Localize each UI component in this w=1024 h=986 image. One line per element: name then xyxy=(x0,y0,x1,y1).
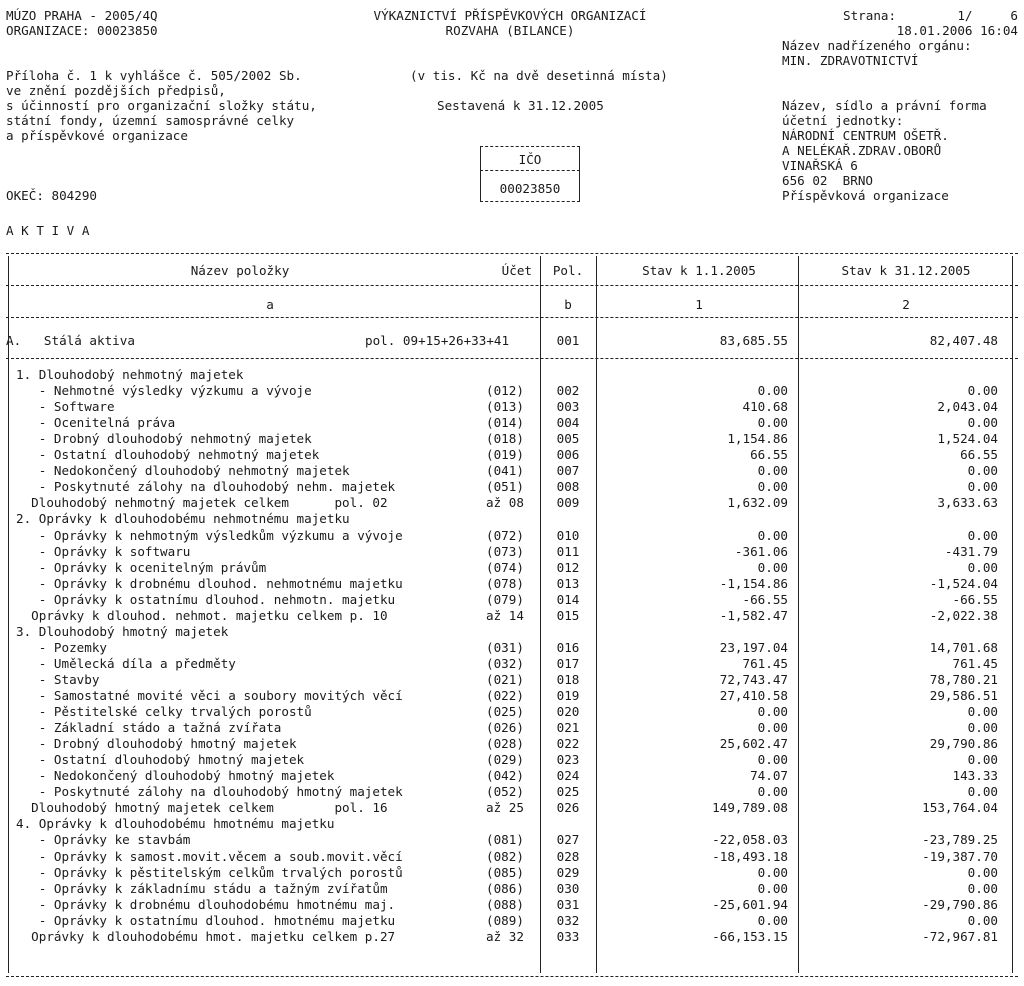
cell-value-2: 143.33 xyxy=(952,768,998,784)
report-id: MÚZO PRAHA - 2005/4Q xyxy=(6,8,158,23)
entity-line: Název, sídlo a právní forma xyxy=(782,98,987,113)
cell-pol: 009 xyxy=(556,495,580,511)
cell-value-1: 0.00 xyxy=(757,527,788,543)
cell-account: (018) xyxy=(486,431,524,447)
cell-value-2: 2,043.04 xyxy=(937,399,998,415)
organization-id: ORGANIZACE: 00023850 xyxy=(6,23,158,38)
table-subheader-row xyxy=(0,297,1024,313)
cell-value-1: 0.00 xyxy=(757,479,788,495)
cell-value-2: 0.00 xyxy=(967,720,998,736)
cell-account: (042) xyxy=(486,768,524,784)
cell-pol: 012 xyxy=(556,559,580,575)
cell-account: (082) xyxy=(486,848,524,864)
cell-value-2: 3,633.63 xyxy=(937,495,998,511)
ico-label: IČO xyxy=(518,152,542,167)
cell-name: - Oprávky k ostatnímu dlouhod. hmotnému majetku xyxy=(16,912,396,928)
column-separator xyxy=(8,256,9,973)
page-number: 1/ 6 xyxy=(957,8,1018,23)
total-row xyxy=(0,333,1024,349)
print-datetime: 18.01.2006 16:04 xyxy=(896,23,1018,38)
cell-pol: 026 xyxy=(556,800,580,816)
cell-account: až 14 xyxy=(486,607,524,623)
ministry-label: Název nadřízeného orgánu: xyxy=(782,38,972,53)
cell-value-1: -25,601.94 xyxy=(712,896,788,912)
table-row xyxy=(0,399,1024,415)
table-row xyxy=(0,913,1024,929)
table-row xyxy=(0,463,1024,479)
cell-value-1: 1,154.86 xyxy=(727,431,788,447)
cell-account: až 25 xyxy=(486,800,524,816)
cell-name: - Oprávky k nehmotným výsledkům výzkumu a vývoje xyxy=(16,527,403,543)
col-sub-name: a xyxy=(266,297,274,312)
col-header-account: Účet xyxy=(501,263,532,278)
cell-account: (029) xyxy=(486,752,524,768)
cell-pol: 016 xyxy=(556,639,580,655)
table-row xyxy=(0,720,1024,736)
cell-account: (078) xyxy=(486,575,524,591)
cell-pol: 018 xyxy=(556,671,580,687)
cell-account: (089) xyxy=(486,912,524,928)
cell-name: Oprávky k dlouhodobému hmot. majetku celkem p.27 xyxy=(16,928,396,944)
cell-pol: 031 xyxy=(556,896,580,912)
annex-line: ve znění pozdějších předpisů, xyxy=(6,83,226,98)
cell-account: (081) xyxy=(486,832,524,848)
cell-value-2: -19,387.70 xyxy=(922,848,998,864)
cell-name: Dlouhodobý nehmotný majetek celkem pol. 02 xyxy=(16,495,388,511)
cell-value-2: 0.00 xyxy=(967,864,998,880)
table-row xyxy=(0,704,1024,720)
cell-name: - Ostatní dlouhodobý nehmotný majetek xyxy=(16,447,320,463)
cell-value-1: -22,058.03 xyxy=(712,832,788,848)
cell-value-1: 410.68 xyxy=(742,399,788,415)
cell-value-2: -2,022.38 xyxy=(929,607,998,623)
col-header-pol: Pol. xyxy=(552,263,584,278)
cell-value-1: 0.00 xyxy=(757,559,788,575)
cell-value-1: 72,743.47 xyxy=(719,671,788,687)
section-title: A K T I V A xyxy=(6,223,90,238)
table-row xyxy=(0,560,1024,576)
table-row xyxy=(0,528,1024,544)
cell-account: (085) xyxy=(486,864,524,880)
cell-value-1: 761.45 xyxy=(742,655,788,671)
cell-account: (022) xyxy=(486,688,524,703)
cell-pol: 013 xyxy=(556,575,580,591)
cell-value-1: -1,582.47 xyxy=(719,607,788,623)
cell-pol: 008 xyxy=(556,479,580,495)
cell-account: (013) xyxy=(486,399,524,415)
cell-name: - Stavby xyxy=(16,671,100,687)
ministry-value: MIN. ZDRAVOTNICTVÍ xyxy=(782,53,919,68)
table-row xyxy=(0,849,1024,865)
table-row xyxy=(0,511,1024,527)
cell-pol: 019 xyxy=(556,688,580,703)
total-row-pol: 001 xyxy=(556,333,580,348)
table-row xyxy=(0,576,1024,592)
table-row xyxy=(0,495,1024,511)
cell-account: (028) xyxy=(486,736,524,752)
cell-value-2: 153,764.04 xyxy=(922,800,998,816)
table-row xyxy=(0,544,1024,560)
cell-pol: 002 xyxy=(556,383,580,399)
table-row xyxy=(0,624,1024,640)
cell-pol: 028 xyxy=(556,848,580,864)
cell-value-2: -431.79 xyxy=(944,543,998,559)
cell-name: - Umělecká díla a předměty xyxy=(16,655,236,671)
cell-value-2: 0.00 xyxy=(967,912,998,928)
cell-name: - Oprávky k základnímu stádu a tažným zvířatům xyxy=(16,880,388,896)
cell-account: (025) xyxy=(486,704,524,720)
cell-name: - Oprávky k ocenitelným právům xyxy=(16,559,267,575)
cell-value-2: 1,524.04 xyxy=(937,431,998,447)
table-row xyxy=(0,800,1024,816)
cell-value-2: 14,701.68 xyxy=(929,639,998,655)
annex-line: Příloha č. 1 k vyhlášce č. 505/2002 Sb. xyxy=(6,68,302,83)
cell-name: - Nedokončený dlouhodobý hmotný majetek xyxy=(16,768,335,784)
cell-pol: 024 xyxy=(556,768,580,784)
cell-value-1: 0.00 xyxy=(757,720,788,736)
annex-line: státní fondy, územní samosprávné celky xyxy=(6,113,295,128)
col-header-name: Název položky xyxy=(190,263,290,278)
cell-pol: 023 xyxy=(556,752,580,768)
cell-name: - Oprávky k ostatnímu dlouhod. nehmotn. majetku xyxy=(16,591,396,607)
cell-account: (031) xyxy=(486,639,524,655)
table-row xyxy=(0,688,1024,704)
cell-pol: 020 xyxy=(556,704,580,720)
cell-account: (088) xyxy=(486,896,524,912)
total-row-v1: 83,685.55 xyxy=(719,333,788,348)
cell-value-2: -29,790.86 xyxy=(922,896,998,912)
annex-line: a příspěvkové organizace xyxy=(6,128,188,143)
cell-value-1: 0.00 xyxy=(757,383,788,399)
entity-line: A NELÉKAŘ.ZDRAV.OBORŮ xyxy=(782,143,942,158)
table-row xyxy=(0,752,1024,768)
cell-value-1: -18,493.18 xyxy=(712,848,788,864)
okec-code: OKEČ: 804290 xyxy=(6,188,97,203)
column-separator xyxy=(1012,256,1013,973)
table-row xyxy=(0,865,1024,881)
cell-value-1: 0.00 xyxy=(757,784,788,800)
table-row xyxy=(0,672,1024,688)
cell-value-1: 0.00 xyxy=(757,912,788,928)
total-row-name: A. Stálá aktiva xyxy=(6,333,135,348)
cell-pol: 011 xyxy=(556,543,580,559)
cell-account: (072) xyxy=(486,527,524,543)
annex-line: s účinností pro organizační složky státu, xyxy=(6,98,317,113)
cell-account: (051) xyxy=(486,479,524,495)
table-row xyxy=(0,881,1024,897)
cell-name: - Software xyxy=(16,399,115,415)
cell-value-2: 78,780.21 xyxy=(929,671,998,687)
cell-pol: 007 xyxy=(556,463,580,479)
cell-account: až 32 xyxy=(486,928,524,944)
table-row xyxy=(0,656,1024,672)
cell-pol: 004 xyxy=(556,415,580,431)
cell-name: - Ostatní dlouhodobý hmotný majetek xyxy=(16,752,305,768)
table-row xyxy=(0,832,1024,848)
cell-pol: 010 xyxy=(556,527,580,543)
cell-name: - Oprávky k drobnému dlouhod. nehmotnému majetku xyxy=(16,575,403,591)
report-subtitle: ROZVAHA (BILANCE) xyxy=(445,23,575,38)
cell-value-2: 0.00 xyxy=(967,463,998,479)
cell-account: (041) xyxy=(486,463,524,479)
cell-name: 3. Dlouhodobý hmotný majetek xyxy=(16,623,229,639)
table-row xyxy=(0,447,1024,463)
total-row-formula: pol. 09+15+26+33+41 xyxy=(365,333,510,348)
cell-value-2: 29,586.51 xyxy=(929,688,998,703)
cell-value-2: -23,789.25 xyxy=(922,832,998,848)
cell-value-2: 0.00 xyxy=(967,752,998,768)
cell-value-1: -1,154.86 xyxy=(719,575,788,591)
cell-value-2: 0.00 xyxy=(967,880,998,896)
cell-pol: 033 xyxy=(556,928,580,944)
report-title: VÝKAZNICTVÍ PŘÍSPĚVKOVÝCH ORGANIZACÍ xyxy=(373,8,647,23)
cell-value-1: -66,153.15 xyxy=(712,928,788,944)
cell-value-1: 0.00 xyxy=(757,880,788,896)
cell-value-1: 149,789.08 xyxy=(712,800,788,816)
cell-name: Oprávky k dlouhod. nehmot. majetku celkem p. 10 xyxy=(16,607,388,623)
cell-value-1: 0.00 xyxy=(757,463,788,479)
entity-line: VINAŘSKÁ 6 xyxy=(782,158,858,173)
cell-name: 1. Dlouhodobý nehmotný majetek xyxy=(16,367,244,382)
col-header-col2: Stav k 31.12.2005 xyxy=(841,263,971,278)
table-row xyxy=(0,608,1024,624)
table-row xyxy=(0,929,1024,945)
cell-pol: 021 xyxy=(556,720,580,736)
cell-pol: 003 xyxy=(556,399,580,415)
table-row xyxy=(0,736,1024,752)
ico-value: 00023850 xyxy=(499,181,561,196)
table-row xyxy=(0,897,1024,913)
cell-value-2: 0.00 xyxy=(967,479,998,495)
cell-value-2: -1,524.04 xyxy=(929,575,998,591)
table-row xyxy=(0,768,1024,784)
col-sub-pol: b xyxy=(564,297,572,312)
cell-value-1: 0.00 xyxy=(757,704,788,720)
cell-account: (012) xyxy=(486,383,524,399)
column-separator xyxy=(540,256,541,973)
cell-pol: 014 xyxy=(556,591,580,607)
cell-account: až 08 xyxy=(486,495,524,511)
table-header-row xyxy=(0,263,1024,279)
cell-account: (074) xyxy=(486,559,524,575)
cell-value-1: 25,602.47 xyxy=(719,736,788,752)
cell-name: 2. Oprávky k dlouhodobému nehmotnému majetku xyxy=(16,511,350,527)
cell-value-1: 66.55 xyxy=(750,447,788,463)
cell-name: 4. Oprávky k dlouhodobému hmotnému majetku xyxy=(16,816,335,832)
cell-account: (019) xyxy=(486,447,524,463)
cell-account: (079) xyxy=(486,591,524,607)
cell-account: (086) xyxy=(486,880,524,896)
cell-name: - Ocenitelná práva xyxy=(16,415,176,431)
cell-value-2: 0.00 xyxy=(967,415,998,431)
cell-pol: 005 xyxy=(556,431,580,447)
cell-value-2: 66.55 xyxy=(960,447,998,463)
cell-value-2: -66.55 xyxy=(952,591,998,607)
table-row xyxy=(0,367,1024,383)
cell-pol: 022 xyxy=(556,736,580,752)
cell-value-2: 0.00 xyxy=(967,383,998,399)
cell-pol: 025 xyxy=(556,784,580,800)
cell-value-2: 0.00 xyxy=(967,527,998,543)
table-row xyxy=(0,640,1024,656)
cell-account: (052) xyxy=(486,784,524,800)
page-label: Strana: xyxy=(843,8,897,23)
cell-pol: 027 xyxy=(556,832,580,848)
cell-account: (021) xyxy=(486,671,524,687)
table-row xyxy=(0,816,1024,832)
cell-value-1: 23,197.04 xyxy=(719,639,788,655)
col-header-col1: Stav k 1.1.2005 xyxy=(642,263,756,278)
table-row xyxy=(0,383,1024,399)
cell-account: (073) xyxy=(486,543,524,559)
cell-value-1: 0.00 xyxy=(757,752,788,768)
units-note: (v tis. Kč na dvě desetinná místa) xyxy=(410,68,668,83)
cell-name: - Poskytnuté zálohy na dlouhodobý nehm. majetek xyxy=(16,479,396,495)
cell-name: - Pěstitelské celky trvalých porostů xyxy=(16,704,312,720)
cell-pol: 032 xyxy=(556,912,580,928)
cell-name: - Pozemky xyxy=(16,639,107,655)
cell-name: - Oprávky k drobnému dlouhodobému hmotnému maj. xyxy=(16,896,396,912)
cell-value-1: -66.55 xyxy=(742,591,788,607)
table-row xyxy=(0,431,1024,447)
cell-pol: 015 xyxy=(556,607,580,623)
entity-line: 656 02 BRNO xyxy=(782,173,873,188)
column-separator xyxy=(798,256,799,973)
col-sub-col2: 2 xyxy=(902,297,910,312)
cell-name: - Základní stádo a tažná zvířata xyxy=(16,720,282,736)
cell-value-2: -72,967.81 xyxy=(922,928,998,944)
column-separator xyxy=(596,256,597,973)
cell-name: - Oprávky k samost.movit.věcem a soub.movit.věcí xyxy=(16,848,403,864)
cell-value-2: 29,790.86 xyxy=(929,736,998,752)
cell-name: - Poskytnuté zálohy na dlouhodobý hmotný majetek xyxy=(16,784,403,800)
table-row xyxy=(0,592,1024,608)
cell-name: - Oprávky k softwaru xyxy=(16,543,191,559)
cell-value-1: 74.07 xyxy=(750,768,788,784)
cell-name: Dlouhodobý hmotný majetek celkem pol. 16 xyxy=(16,800,388,816)
cell-name: - Nehmotné výsledky výzkumu a vývoje xyxy=(16,383,312,399)
cell-value-2: 0.00 xyxy=(967,559,998,575)
cell-name: - Oprávky k pěstitelským celkům trvalých porostů xyxy=(16,864,403,880)
cell-pol: 029 xyxy=(556,864,580,880)
entity-line: NÁRODNÍ CENTRUM OŠETŘ. xyxy=(782,128,949,143)
cell-value-2: 0.00 xyxy=(967,784,998,800)
cell-value-1: -361.06 xyxy=(734,543,788,559)
cell-name: - Drobný dlouhodobý hmotný majetek xyxy=(16,736,297,752)
cell-value-2: 0.00 xyxy=(967,704,998,720)
cell-value-2: 761.45 xyxy=(952,655,998,671)
cell-pol: 017 xyxy=(556,655,580,671)
compiled-date: Sestavená k 31.12.2005 xyxy=(437,98,604,113)
table-row xyxy=(0,415,1024,431)
cell-name: - Oprávky ke stavbám xyxy=(16,832,191,848)
cell-name: - Nedokončený dlouhodobý nehmotný majetek xyxy=(16,463,350,479)
table-row xyxy=(0,784,1024,800)
table-row xyxy=(0,479,1024,495)
entity-line: Příspěvková organizace xyxy=(782,188,949,203)
cell-account: (032) xyxy=(486,655,524,671)
cell-pol: 030 xyxy=(556,880,580,896)
cell-pol: 006 xyxy=(556,447,580,463)
total-row-v2: 82,407.48 xyxy=(929,333,998,348)
cell-account: (026) xyxy=(486,720,524,736)
cell-value-1: 1,632.09 xyxy=(727,495,788,511)
cell-name: - Drobný dlouhodobý nehmotný majetek xyxy=(16,431,312,447)
col-sub-col1: 1 xyxy=(695,297,703,312)
cell-value-1: 0.00 xyxy=(757,415,788,431)
cell-value-1: 0.00 xyxy=(757,864,788,880)
entity-line: účetní jednotky: xyxy=(782,113,904,128)
cell-account: (014) xyxy=(486,415,524,431)
cell-name: - Samostatné movité věci a soubory movitých věcí xyxy=(16,688,403,703)
cell-value-1: 27,410.58 xyxy=(719,688,788,703)
